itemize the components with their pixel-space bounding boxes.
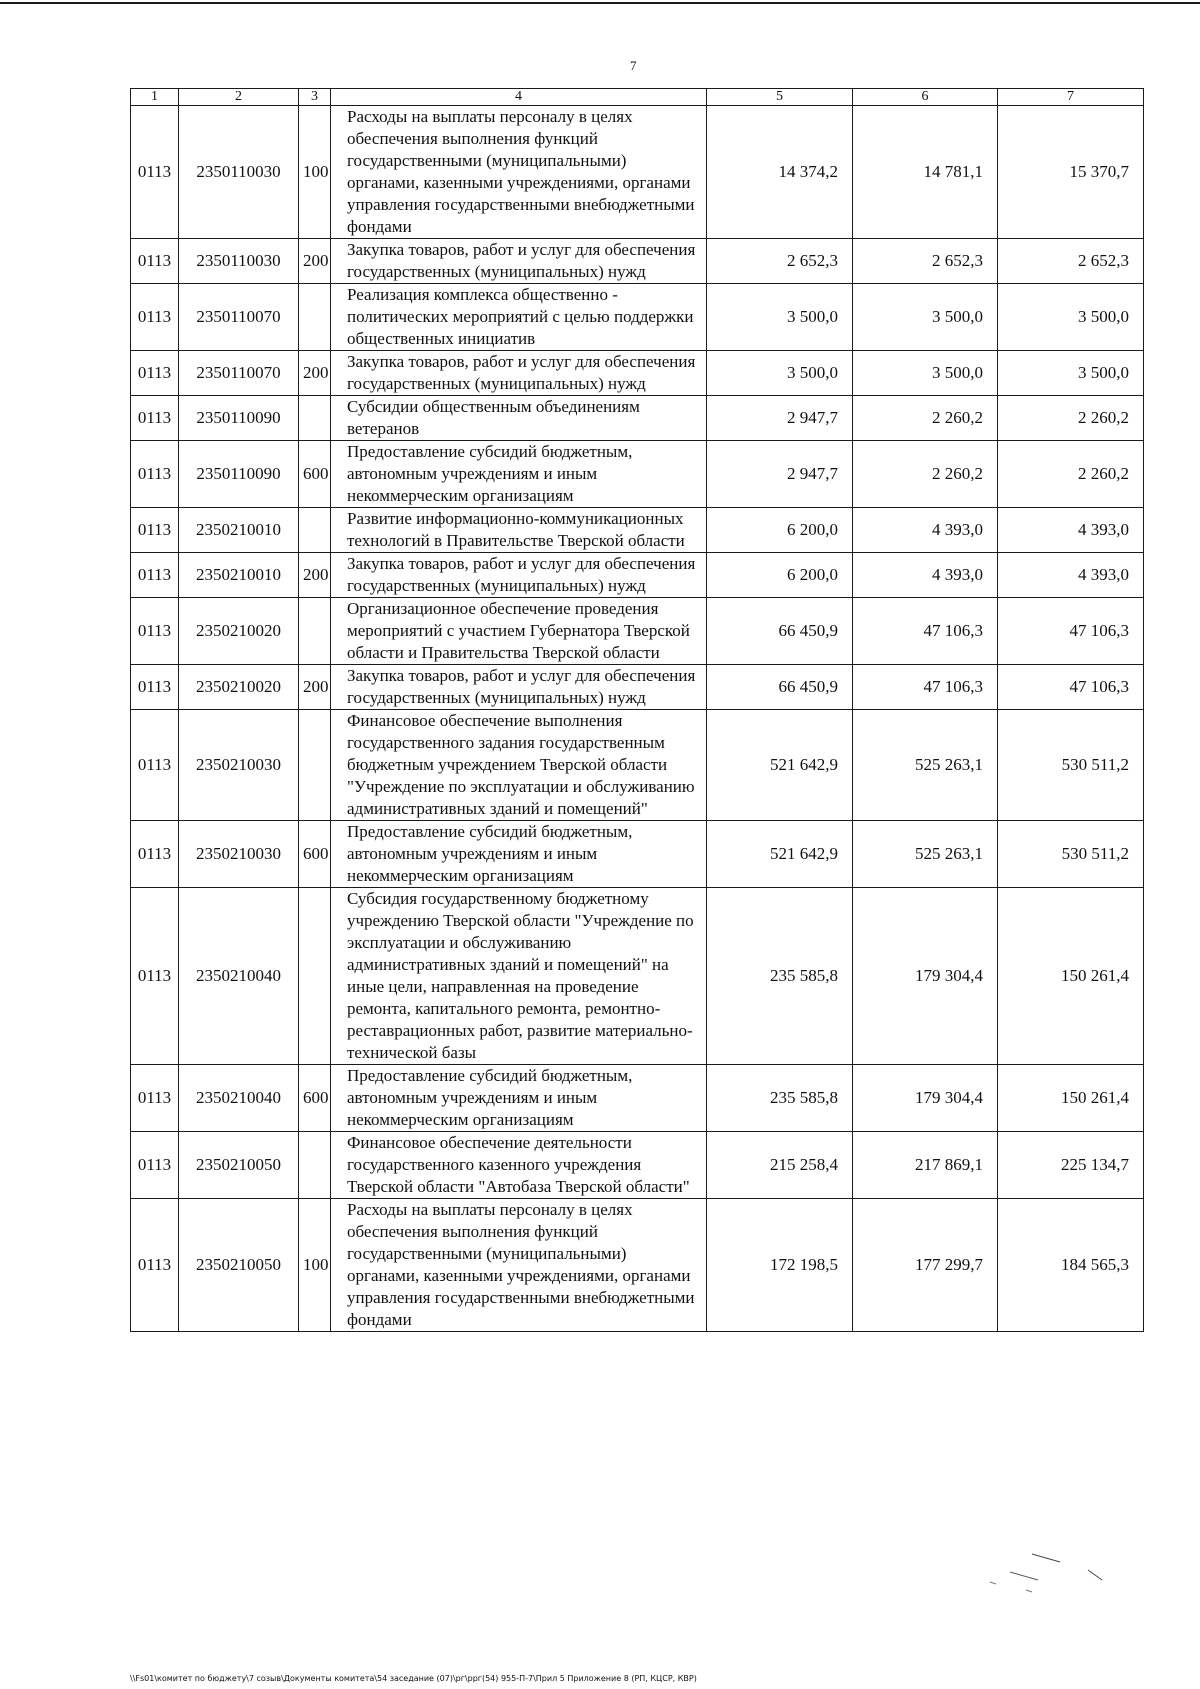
amount-col-6-cell: 2 260,2 [853, 441, 998, 508]
amount-col-6-cell: 525 263,1 [853, 710, 998, 821]
description-cell: Закупка товаров, работ и услуг для обеспечения государственных (муниципальных) нужд [331, 665, 707, 710]
section-code-cell: 0113 [131, 598, 179, 665]
section-code-cell: 0113 [131, 1065, 179, 1132]
expense-type-cell [299, 888, 331, 1065]
table-row [131, 888, 1144, 1065]
description-cell: Субсидия государственному бюджетному учреждению Тверской области "Учреждение по эксплуатации и обслуживанию административных зданий и помещений" на иные цели, направленная на проведение ремонта, капитального ремонта, ремонтно-реставрационных работ, развитие материально-технической базы [331, 888, 707, 1065]
amount-col-7-cell: 2 260,2 [998, 396, 1144, 441]
amount-col-5-cell: 235 585,8 [707, 1065, 853, 1132]
amount-col-5-cell: 215 258,4 [707, 1132, 853, 1199]
amount-col-5-cell: 66 450,9 [707, 665, 853, 710]
table-row [131, 351, 1144, 396]
article-code-cell: 2350210050 [179, 1199, 299, 1332]
scan-artifact-marks [960, 1550, 1120, 1610]
article-code-cell: 2350110030 [179, 239, 299, 284]
table-row [131, 710, 1144, 821]
table-body [131, 106, 1144, 1332]
section-code-cell: 0113 [131, 239, 179, 284]
description-cell: Предоставление субсидий бюджетным, автономным учреждениям и иным некоммерческим организациям [331, 441, 707, 508]
amount-col-6-cell: 3 500,0 [853, 351, 998, 396]
description-cell: Организационное обеспечение проведения мероприятий с участием Губернатора Тверской области и Правительства Тверской области [331, 598, 707, 665]
header-col-3: 3 [299, 89, 331, 106]
amount-col-6-cell: 177 299,7 [853, 1199, 998, 1332]
article-code-cell: 2350210050 [179, 1132, 299, 1199]
amount-col-5-cell: 3 500,0 [707, 284, 853, 351]
article-code-cell: 2350210030 [179, 710, 299, 821]
description-cell: Субсидии общественным объединениям ветеранов [331, 396, 707, 441]
table-row [131, 396, 1144, 441]
amount-col-6-cell: 4 393,0 [853, 553, 998, 598]
section-code-cell: 0113 [131, 284, 179, 351]
description-cell: Финансовое обеспечение деятельности государственного казенного учреждения Тверской области "Автобаза Тверской области" [331, 1132, 707, 1199]
article-code-cell: 2350110090 [179, 396, 299, 441]
amount-col-6-cell: 179 304,4 [853, 1065, 998, 1132]
article-code-cell: 2350210020 [179, 665, 299, 710]
expense-type-cell [299, 710, 331, 821]
header-col-2: 2 [179, 89, 299, 106]
expense-type-cell [299, 396, 331, 441]
footer-file-path: \\Fs01\комитет по бюджету\7 созыв\Документы комитета\54 заседание (07)\рг\ррг(54) 955-П-7\Прил 5 Приложение 8 (РП, КЦСР, КВР) [130, 1674, 697, 1683]
table-row [131, 106, 1144, 239]
table-row [131, 598, 1144, 665]
amount-col-5-cell: 6 200,0 [707, 508, 853, 553]
amount-col-6-cell: 217 869,1 [853, 1132, 998, 1199]
section-code-cell: 0113 [131, 508, 179, 553]
amount-col-5-cell: 235 585,8 [707, 888, 853, 1065]
amount-col-7-cell: 530 511,2 [998, 710, 1144, 821]
amount-col-7-cell: 3 500,0 [998, 351, 1144, 396]
amount-col-7-cell: 2 652,3 [998, 239, 1144, 284]
amount-col-7-cell: 3 500,0 [998, 284, 1144, 351]
table-row [131, 239, 1144, 284]
expense-type-cell: 200 [299, 351, 331, 396]
article-code-cell: 2350110070 [179, 351, 299, 396]
header-col-1: 1 [131, 89, 179, 106]
table-row [131, 284, 1144, 351]
expense-type-cell [299, 1132, 331, 1199]
section-code-cell: 0113 [131, 553, 179, 598]
amount-col-7-cell: 150 261,4 [998, 1065, 1144, 1132]
expense-type-cell: 200 [299, 665, 331, 710]
expense-type-cell: 100 [299, 1199, 331, 1332]
section-code-cell: 0113 [131, 396, 179, 441]
description-cell: Предоставление субсидий бюджетным, автономным учреждениям и иным некоммерческим организациям [331, 1065, 707, 1132]
header-col-6: 6 [853, 89, 998, 106]
expense-type-cell: 200 [299, 553, 331, 598]
table-row [131, 508, 1144, 553]
article-code-cell: 2350110030 [179, 106, 299, 239]
description-cell: Финансовое обеспечение выполнения государственного задания государственным бюджетным учреждением Тверской области "Учреждение по эксплуатации и обслуживанию административных зданий и помещений" [331, 710, 707, 821]
section-code-cell: 0113 [131, 106, 179, 239]
amount-col-6-cell: 525 263,1 [853, 821, 998, 888]
section-code-cell: 0113 [131, 351, 179, 396]
amount-col-5-cell: 172 198,5 [707, 1199, 853, 1332]
amount-col-5-cell: 6 200,0 [707, 553, 853, 598]
amount-col-6-cell: 179 304,4 [853, 888, 998, 1065]
table-row [131, 1199, 1144, 1332]
article-code-cell: 2350210010 [179, 508, 299, 553]
article-code-cell: 2350210040 [179, 888, 299, 1065]
description-cell: Предоставление субсидий бюджетным, автономным учреждениям и иным некоммерческим организациям [331, 821, 707, 888]
amount-col-5-cell: 2 947,7 [707, 441, 853, 508]
budget-table [130, 88, 1144, 1332]
expense-type-cell: 600 [299, 821, 331, 888]
expense-type-cell [299, 284, 331, 351]
amount-col-5-cell: 2 947,7 [707, 396, 853, 441]
amount-col-6-cell: 47 106,3 [853, 665, 998, 710]
amount-col-6-cell: 47 106,3 [853, 598, 998, 665]
article-code-cell: 2350210040 [179, 1065, 299, 1132]
table-row [131, 441, 1144, 508]
page-number: 7 [630, 58, 637, 73]
amount-col-5-cell: 2 652,3 [707, 239, 853, 284]
description-cell: Закупка товаров, работ и услуг для обеспечения государственных (муниципальных) нужд [331, 239, 707, 284]
amount-col-5-cell: 521 642,9 [707, 821, 853, 888]
amount-col-6-cell: 4 393,0 [853, 508, 998, 553]
table-row [131, 821, 1144, 888]
expense-type-cell: 600 [299, 441, 331, 508]
header-col-4: 4 [331, 89, 707, 106]
header-row [131, 89, 1144, 106]
amount-col-6-cell: 14 781,1 [853, 106, 998, 239]
table-row [131, 665, 1144, 710]
amount-col-5-cell: 3 500,0 [707, 351, 853, 396]
amount-col-5-cell: 14 374,2 [707, 106, 853, 239]
expense-type-cell: 600 [299, 1065, 331, 1132]
amount-col-5-cell: 66 450,9 [707, 598, 853, 665]
amount-col-7-cell: 184 565,3 [998, 1199, 1144, 1332]
header-col-5: 5 [707, 89, 853, 106]
amount-col-6-cell: 2 652,3 [853, 239, 998, 284]
top-border-line [0, 2, 1200, 4]
section-code-cell: 0113 [131, 441, 179, 508]
section-code-cell: 0113 [131, 1199, 179, 1332]
description-cell: Закупка товаров, работ и услуг для обеспечения государственных (муниципальных) нужд [331, 351, 707, 396]
amount-col-6-cell: 2 260,2 [853, 396, 998, 441]
amount-col-7-cell: 530 511,2 [998, 821, 1144, 888]
amount-col-5-cell: 521 642,9 [707, 710, 853, 821]
amount-col-7-cell: 47 106,3 [998, 665, 1144, 710]
article-code-cell: 2350210030 [179, 821, 299, 888]
description-cell: Реализация комплекса общественно - политических мероприятий с целью поддержки общественных инициатив [331, 284, 707, 351]
table-row [131, 553, 1144, 598]
amount-col-7-cell: 150 261,4 [998, 888, 1144, 1065]
amount-col-7-cell: 2 260,2 [998, 441, 1144, 508]
amount-col-7-cell: 4 393,0 [998, 508, 1144, 553]
article-code-cell: 2350210020 [179, 598, 299, 665]
section-code-cell: 0113 [131, 665, 179, 710]
table-row [131, 1132, 1144, 1199]
amount-col-7-cell: 225 134,7 [998, 1132, 1144, 1199]
expense-type-cell: 200 [299, 239, 331, 284]
section-code-cell: 0113 [131, 888, 179, 1065]
header-col-7: 7 [998, 89, 1144, 106]
description-cell: Расходы на выплаты персоналу в целях обеспечения выполнения функций государственными (муниципальными) органами, казенными учреждениями, органами управления государственными внебюджетными фондами [331, 106, 707, 239]
section-code-cell: 0113 [131, 710, 179, 821]
table-row [131, 1065, 1144, 1132]
amount-col-7-cell: 4 393,0 [998, 553, 1144, 598]
article-code-cell: 2350110070 [179, 284, 299, 351]
expense-type-cell: 100 [299, 106, 331, 239]
description-cell: Закупка товаров, работ и услуг для обеспечения государственных (муниципальных) нужд [331, 553, 707, 598]
section-code-cell: 0113 [131, 1132, 179, 1199]
description-cell: Развитие информационно-коммуникационных технологий в Правительстве Тверской области [331, 508, 707, 553]
amount-col-7-cell: 47 106,3 [998, 598, 1144, 665]
expense-type-cell [299, 508, 331, 553]
amount-col-6-cell: 3 500,0 [853, 284, 998, 351]
description-cell: Расходы на выплаты персоналу в целях обеспечения выполнения функций государственными (муниципальными) органами, казенными учреждениями, органами управления государственными внебюджетными фондами [331, 1199, 707, 1332]
article-code-cell: 2350110090 [179, 441, 299, 508]
expense-type-cell [299, 598, 331, 665]
article-code-cell: 2350210010 [179, 553, 299, 598]
section-code-cell: 0113 [131, 821, 179, 888]
amount-col-7-cell: 15 370,7 [998, 106, 1144, 239]
